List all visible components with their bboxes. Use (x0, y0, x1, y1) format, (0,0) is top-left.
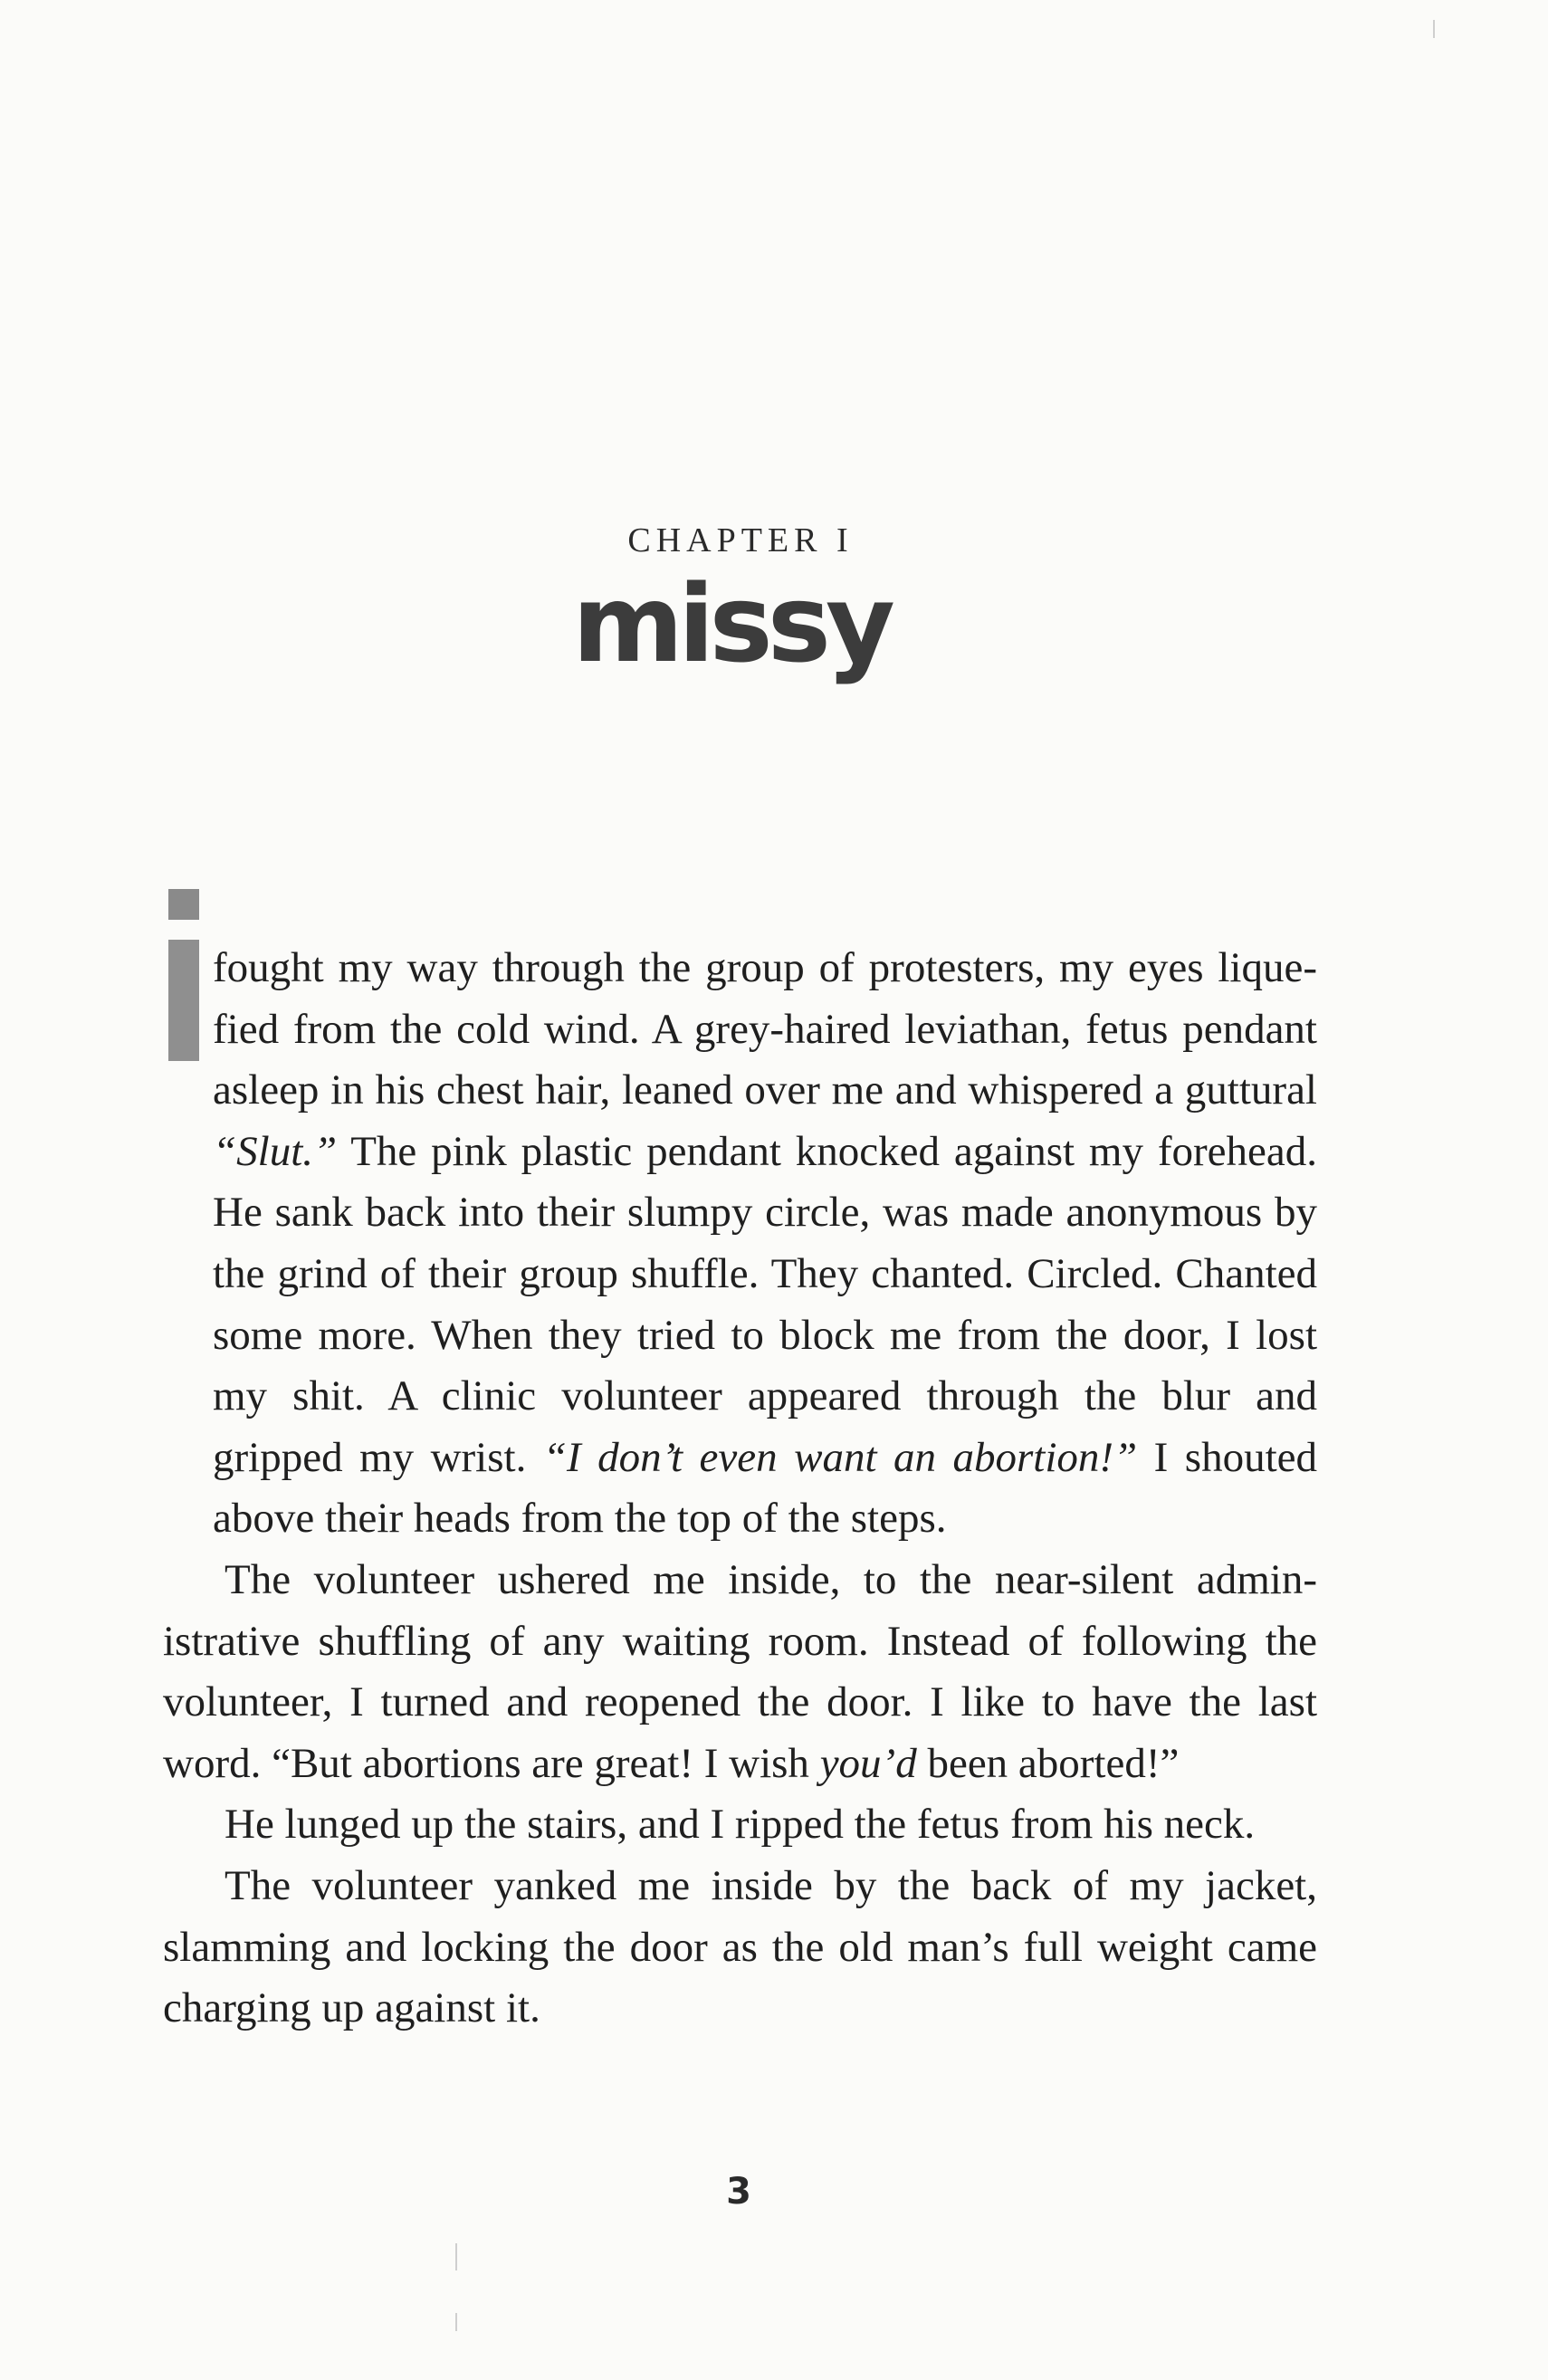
p1-seg-4: I shouted above their heads from the top of the steps. (213, 1433, 1317, 1543)
p1-seg-3: “I don’t even want an abortion!” (542, 1433, 1138, 1481)
chapter-title: missy (572, 561, 890, 686)
p4-seg-0: The volunteer yanked me inside by the back of my jacket, slamming and locking the door as the old man’s full weight came charging up against it. (163, 1861, 1317, 2032)
paragraph-1-text (163, 938, 1317, 1550)
paragraph-3 (163, 1794, 1317, 1856)
paragraph-4 (163, 1856, 1317, 2040)
chapter-label: CHAPTER I (627, 521, 854, 559)
scan-mark (455, 2243, 457, 2270)
p1-seg-0: fought my way through the group of protesters, my eyes lique- fied from the cold wind. A grey-haired leviathan, fetus pendant asleep in his chest hair, leaned over me and whispered a guttural (213, 944, 1317, 1114)
paragraph-1 (163, 938, 1317, 1550)
p2-seg-1: you’d (819, 1739, 917, 1787)
p1-seg-2: The pink plastic pendant knocked against my forehead. He sank back into their slumpy circle, was made anonymous by the grind of their group shuffle. They chanted. Circled. Chanted some more. When they tried to block me from the door, I lost my shit. A clinic volunteer appeared through the blur and gripped my wrist. (213, 1127, 1317, 1481)
scan-mark (1433, 20, 1435, 38)
scan-mark (455, 2313, 457, 2331)
p2-seg-0: The volunteer ushered me inside, to the near-silent admin- istrative shuffling of any waiting room. Instead of following the volunteer, I turned and reopened the door. I like to have the last word. “But abortions are great! I wish (163, 1555, 1317, 1787)
paragraph-2 (163, 1550, 1317, 1794)
body-text (163, 938, 1317, 2040)
drop-cap-dot (168, 889, 199, 920)
p3-seg-0: He lunged up the stairs, and I ripped the fetus from his neck. (225, 1801, 1256, 1849)
page-number: 3 (726, 2171, 751, 2213)
p2-seg-2: been aborted!” (916, 1739, 1180, 1787)
p1-seg-1: “Slut.” (213, 1127, 338, 1175)
